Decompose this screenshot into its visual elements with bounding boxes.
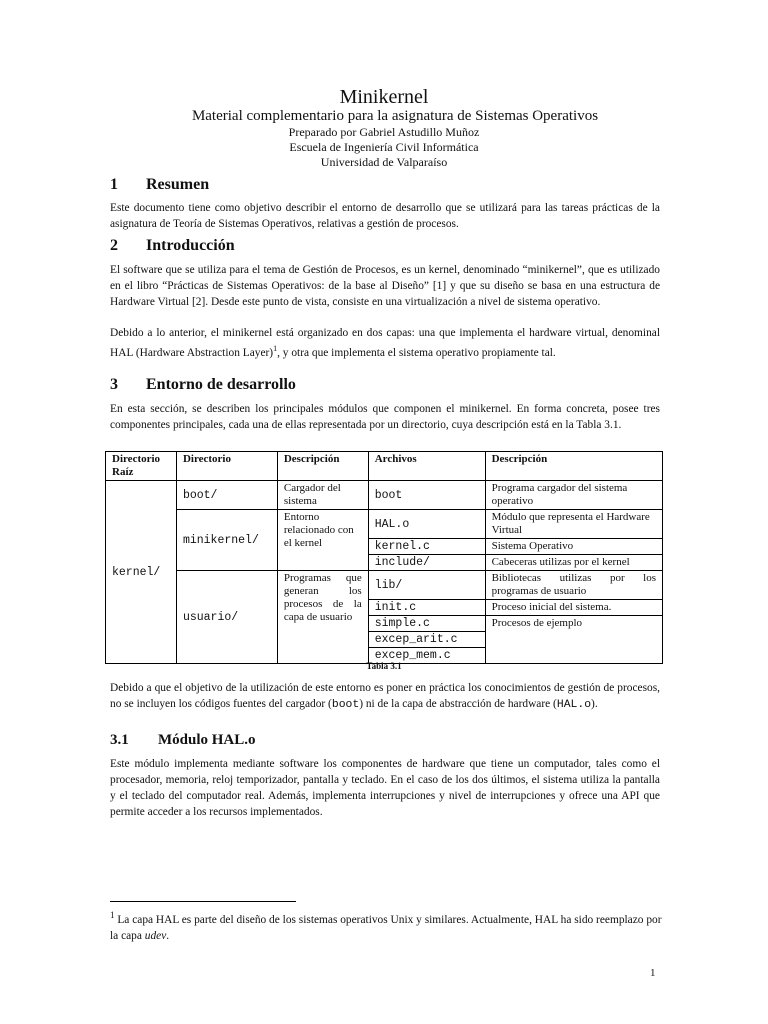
file-cell: excep_arit.c: [368, 632, 485, 648]
table-header-row: [106, 452, 663, 481]
section-number: 1: [110, 176, 118, 193]
file-description-cell: Módulo que representa el Hardware Virtual: [485, 510, 662, 539]
inline-code: boot: [331, 699, 360, 711]
page-number: 1: [650, 967, 656, 979]
section-title: Resumen: [146, 176, 210, 193]
file-cell: boot: [368, 481, 485, 510]
file-cell: simple.c: [368, 616, 485, 632]
paragraph-text: ).: [591, 698, 598, 710]
university-line: Universidad de Valparaíso: [320, 155, 448, 169]
section-3-paragraph-1: En esta sección, se describen los principales módulos que componen el minikernel. En forma concreta, posee tres componentes principales, cada una de ellas representada por un directorio, cuya descripción está en la Tabla 3.1.: [110, 403, 660, 431]
section-1-heading: [110, 176, 209, 194]
file-description-cell: Proceso inicial del sistema.: [485, 600, 662, 616]
paragraph-text: Debido a lo anterior, el minikernel está organizado en dos capas: una que implementa el hardware virtual, denominal HAL (Hardware Abstraction Layer): [110, 327, 660, 359]
section-1-paragraph: Este documento tiene como objetivo describir el entorno de desarrollo que se utilizará para las tareas prácticas de la asignatura de Teoría de Sistemas Operativos, relativas a gestión de procesos.: [110, 202, 660, 230]
section-2-heading: [110, 237, 235, 255]
paragraph-text: , y otra que implementa el sistema operativo propiamente tal.: [277, 346, 556, 359]
footnote-reference: 1: [273, 344, 278, 353]
header-cell: Descripción: [277, 452, 368, 481]
header-cell: Descripción: [485, 452, 662, 481]
section-number: 3: [110, 376, 118, 393]
footnote-text: La capa HAL es parte del diseño de los sistemas operativos Unix y similares. Actualmente, HAL ha sido reemplazo por la capa: [110, 913, 662, 942]
footnote: [110, 907, 662, 944]
table-row: [106, 510, 663, 539]
directory-table: [105, 451, 663, 664]
table-row: [106, 571, 663, 600]
inline-code: HAL.o: [556, 699, 592, 711]
directory-cell: minikernel/: [176, 510, 277, 571]
file-cell: excep_mem.c: [368, 648, 485, 664]
description-cell: Entorno relacionado con el kernel: [277, 510, 368, 571]
file-cell: lib/: [368, 571, 485, 600]
description-cell: Programas que generan los procesos de la capa de usuario: [277, 571, 368, 664]
section-title: Módulo HAL.o: [158, 732, 256, 748]
school-line: Escuela de Ingeniería Civil Informática: [289, 140, 479, 154]
section-number: 3.1: [110, 732, 129, 748]
root-directory-cell: kernel/: [106, 481, 177, 664]
section-3-1-paragraph: Este módulo implementa mediante software los componentes de hardware que tiene un computador, tales como el procesador, memoria, reloj temporizador, pantalla y teclado. En el caso de los dos últimos, el sistema utiliza la pantalla y el teclado del computador real. Además, implementa interrupciones y nivel de interrupciones y ofrece una API que permite acceder a los recursos implementados.: [110, 758, 660, 818]
file-description-cell: Procesos de ejemplo: [485, 616, 662, 664]
section-3-paragraph-2: [110, 680, 660, 713]
directory-cell: usuario/: [176, 571, 277, 664]
document-subtitle: Material complementario para la asignatura de Sistemas Operativos: [191, 108, 599, 124]
footnote-separator: [110, 901, 296, 902]
file-cell: HAL.o: [368, 510, 485, 539]
header-cell: Directorio: [176, 452, 277, 481]
file-cell: init.c: [368, 600, 485, 616]
section-2-paragraph-2: [110, 325, 660, 361]
section-title: Introducción: [146, 237, 235, 254]
table-caption: Tabla 3.1: [366, 661, 402, 671]
section-2-paragraph-1: El software que se utiliza para el tema de Gestión de Procesos, es un kernel, denominado “minikernel”, que es utilizado en el libro “Prácticas de Sistemas Operativos: de la base al Diseño” [1] y que su diseño se basa en una estructura de Hardware Virtual [2]. Desde este punto de vista, consiste en una virtualización a nivel de sistema operativo.: [110, 264, 660, 308]
footnote-end: .: [166, 929, 170, 942]
file-description-cell: Sistema Operativo: [485, 539, 662, 555]
table-row: [106, 481, 663, 510]
header-cell: Directorio Raíz: [106, 452, 177, 481]
file-description-cell: Bibliotecas utilizas por los programas de usuario: [485, 571, 662, 600]
paragraph-text: Debido a que el objetivo de la utilización de este entorno es poner en práctica los conocimientos de gestión de procesos, no se incluyen los códigos fuentes del cargador (: [110, 682, 660, 710]
section-3-heading: [110, 376, 296, 394]
section-3-1-heading: [110, 732, 256, 749]
footnote-mark: 1: [110, 910, 115, 920]
author-line: Preparado por Gabriel Astudillo Muñoz: [288, 125, 480, 139]
description-cell: Cargador del sistema: [277, 481, 368, 510]
header-cell: Archivos: [368, 452, 485, 481]
file-description-cell: Cabeceras utilizas por el kernel: [485, 555, 662, 571]
file-description-cell: Programa cargador del sistema operativo: [485, 481, 662, 510]
directory-cell: boot/: [176, 481, 277, 510]
section-title: Entorno de desarrollo: [146, 376, 296, 393]
section-number: 2: [110, 237, 118, 254]
file-cell: kernel.c: [368, 539, 485, 555]
footnote-emphasis: udev: [144, 929, 167, 942]
file-cell: include/: [368, 555, 485, 571]
paragraph-text: ) ni de la capa de abstracción de hardware (: [359, 698, 557, 710]
document-title: Minikernel: [339, 86, 429, 108]
